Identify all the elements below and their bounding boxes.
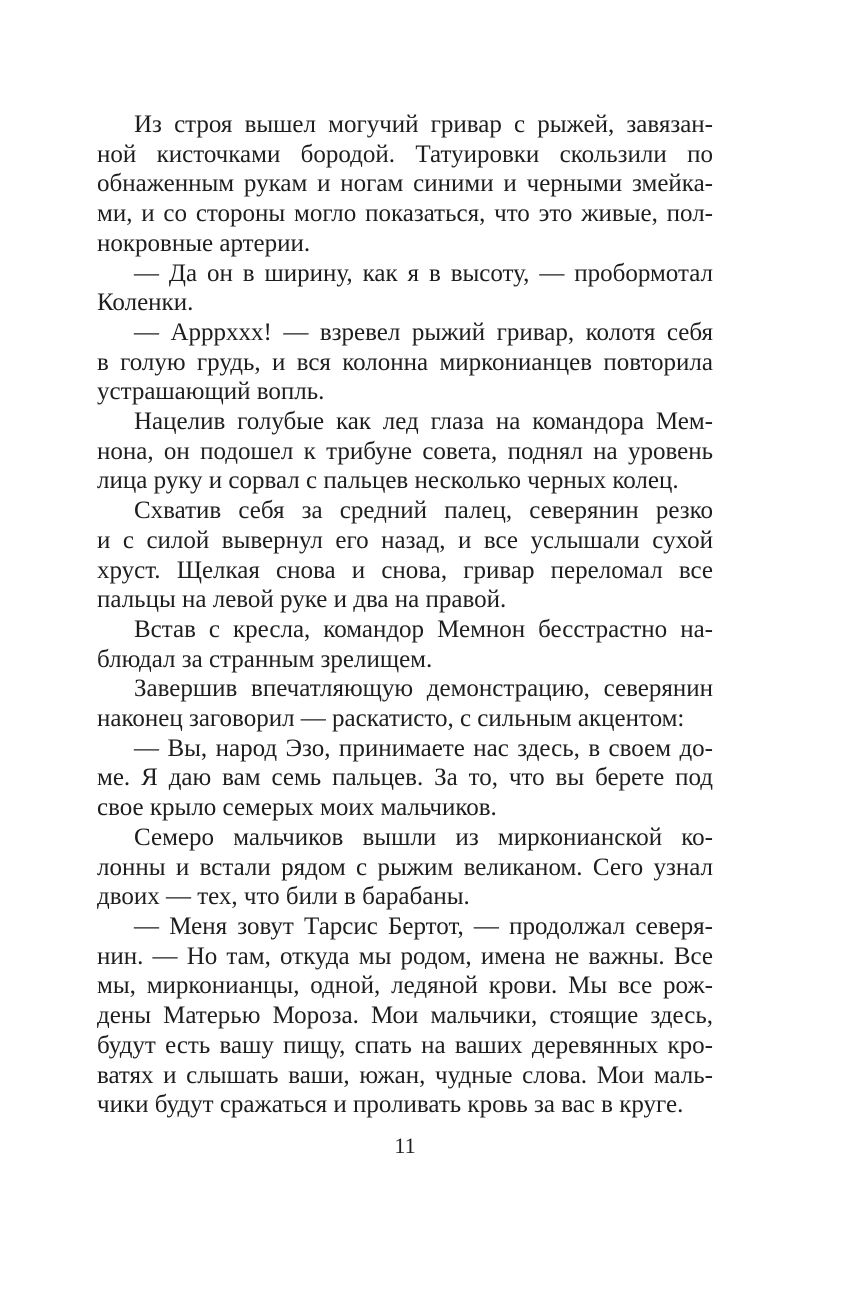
text-line: Завершив впечатляющую демонстрацию, северянин	[134, 675, 713, 703]
paragraph	[97, 823, 713, 912]
text-line: лонны и встали рядом с рыжим великаном. Сего узнал	[97, 853, 713, 881]
text-line: ми, и со стороны могло показаться, что это живые, пол-	[97, 200, 713, 228]
text-line: нокровные артерии.	[97, 229, 311, 257]
text-line: свое крыло семерых моих мальчиков.	[97, 794, 497, 822]
paragraph	[97, 674, 713, 733]
text-line: чики будут сражаться и проливать кровь за вас в круге.	[97, 1091, 684, 1119]
text-line: Коленки.	[97, 289, 194, 317]
text-line: устрашающий вопль.	[97, 378, 325, 406]
text-line: в голую грудь, и вся колонна мирконианцев повторила	[97, 348, 713, 376]
text-line: и с силой вывернул его назад, и все услышали сухой	[97, 526, 713, 554]
text-line: лица руку и сорвал с пальцев несколько черных колец.	[97, 467, 679, 495]
text-line: — Да он в ширину, как я в высоту, — пробормотал	[134, 259, 713, 287]
text-line: пальцы на левой руке и два на правой.	[97, 586, 507, 614]
paragraph	[97, 110, 713, 259]
text-line: обнаженным рукам и ногам синими и черными змейка-	[97, 170, 713, 198]
text-line: Семеро мальчиков вышли из мирконианской ко-	[134, 823, 713, 851]
text-line: двоих — тех, что били в барабаны.	[97, 883, 470, 911]
text-line: ной кисточками бородой. Татуировки скользили по	[97, 140, 713, 168]
text-line: Встав с кресла, командор Мемнон бесстрастно на-	[134, 615, 713, 643]
paragraph	[97, 615, 713, 674]
text-line: мы, мирконианцы, одной, ледяной крови. Мы все рож-	[97, 972, 713, 1000]
text-line: наконец заговорил — раскатисто, с сильным акцентом:	[97, 705, 685, 733]
paragraph	[97, 734, 713, 823]
text-line: нин. — Но там, откуда мы родом, имена не важны. Все	[97, 942, 713, 970]
page-text	[97, 110, 713, 1120]
page-number: 11	[394, 1133, 416, 1158]
text-line: хруст. Щелкая снова и снова, гривар переломал все	[97, 556, 713, 584]
paragraph	[97, 259, 713, 318]
text-line: ме. Я даю вам семь пальцев. За то, что вы берете под	[97, 764, 713, 792]
text-line: ватях и слышать ваши, южан, чудные слова. Мои маль-	[97, 1061, 713, 1089]
text-line: Схватив себя за средний палец, северянин резко	[134, 497, 713, 525]
text-line: — Арррххх! — взревел рыжий гривар, колотя себя	[134, 318, 713, 346]
paragraph	[97, 912, 713, 1120]
paragraph	[97, 496, 713, 615]
text-line: блюдал за странным зрелищем.	[97, 645, 433, 673]
text-line: нона, он подошел к трибуне совета, поднял на уровень	[97, 437, 713, 465]
text-line: — Меня зовут Тарсис Бертот, — продолжал северя-	[134, 912, 713, 940]
text-line: дены Матерью Мороза. Мои мальчики, стоящие здесь,	[97, 1002, 713, 1030]
text-line: Из строя вышел могучий гривар с рыжей, завязан-	[134, 111, 713, 138]
text-line: будут есть вашу пищу, спать на ваших деревянных кро-	[97, 1031, 713, 1059]
paragraph	[97, 407, 713, 496]
paragraph	[97, 318, 713, 407]
text-line: Нацелив голубые как лед глаза на командора Мем-	[134, 408, 713, 436]
text-line: — Вы, народ Эзо, принимаете нас здесь, в своем до-	[134, 734, 713, 762]
